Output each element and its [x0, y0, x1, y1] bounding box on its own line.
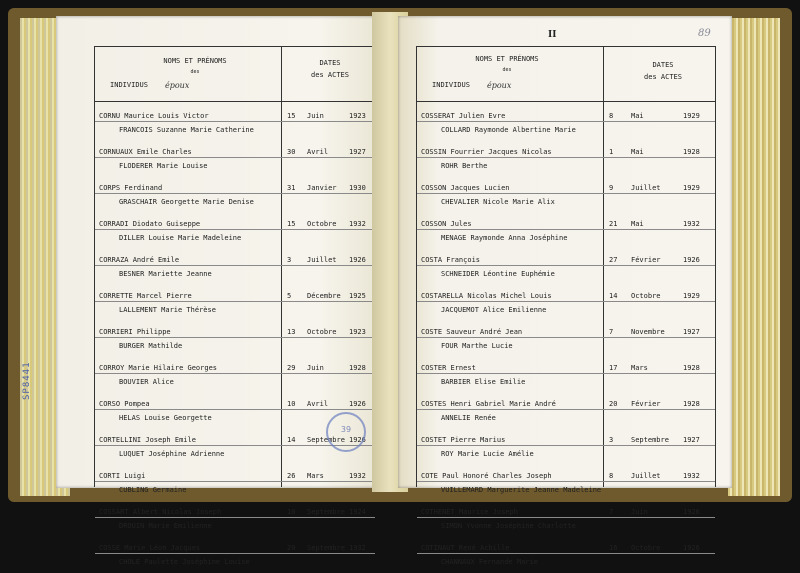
- left-rows: [95, 105, 375, 573]
- wife-name: LALLEMENT Marie Thérèse: [119, 306, 216, 314]
- act-day: 3: [609, 436, 614, 444]
- names-header: NOMS ET PRÉNOMS: [163, 57, 227, 65]
- act-day: 8: [609, 472, 614, 480]
- act-year: 1926: [683, 256, 700, 264]
- act-year: 1927: [683, 328, 700, 336]
- wife-name: DILLER Louise Marie Madeleine: [119, 234, 242, 242]
- act-year: 1929: [683, 112, 700, 120]
- register-entry: [417, 501, 715, 537]
- dates-header: DATES: [319, 59, 341, 67]
- entry-rule: [95, 121, 375, 122]
- archive-call-number: SP8441: [22, 361, 32, 400]
- names-header: NOMS ET PRÉNOMS: [475, 55, 539, 63]
- husband-name: COSTET Pierre Marius: [421, 436, 506, 444]
- entry-rule: [95, 481, 375, 482]
- act-day: 3: [287, 256, 292, 264]
- act-day: 13: [287, 328, 296, 336]
- act-year: 1923: [349, 328, 366, 336]
- wife-name: COLLARD Raymonde Albertine Marie: [441, 126, 576, 134]
- entry-rule: [95, 229, 375, 230]
- entry-rule: [417, 373, 715, 374]
- act-month: Septembre: [307, 436, 345, 444]
- act-year: 1928: [349, 364, 366, 372]
- act-day: 20: [287, 544, 296, 552]
- act-month: Décembre: [307, 292, 341, 300]
- names-header-des: des: [190, 69, 200, 75]
- register-entry: [417, 393, 715, 429]
- act-month: Novembre: [631, 328, 665, 336]
- wife-name: BARBIER Elise Emilie: [441, 378, 526, 386]
- act-day: 17: [609, 364, 618, 372]
- act-year: 1928: [683, 364, 700, 372]
- act-day: 7: [609, 508, 614, 516]
- register-entry: [417, 105, 715, 141]
- entry-rule: [95, 265, 375, 266]
- entry-rule: [417, 193, 715, 194]
- act-day: 10: [287, 508, 296, 516]
- entry-rule: [417, 265, 715, 266]
- act-month: Janvier: [307, 184, 337, 192]
- act-year: 1932: [683, 220, 700, 228]
- entry-rule: [95, 157, 375, 158]
- act-day: 30: [287, 148, 296, 156]
- act-year: 1932: [683, 472, 700, 480]
- husband-name: COSTARELLA Nicolas Michel Louis: [421, 292, 552, 300]
- wife-name: ROY Marie Lucie Amélie: [441, 450, 534, 458]
- entry-rule: [417, 553, 715, 554]
- register-entry: [95, 249, 375, 285]
- entry-rule: [417, 337, 715, 338]
- wife-name: FLODERER Marie Louise: [119, 162, 208, 170]
- act-month: Juin: [307, 112, 324, 120]
- husband-name: COSSIN Fourrier Jacques Nicolas: [421, 148, 552, 156]
- husband-name: COSSON Jules: [421, 220, 472, 228]
- entry-rule: [95, 301, 375, 302]
- husband-name: CORPS Ferdinand: [99, 184, 163, 192]
- left-table-header: [95, 47, 375, 102]
- wife-name: LUQUET Joséphine Adrienne: [119, 450, 225, 458]
- register-entry: [417, 249, 715, 285]
- husband-name: COTHENET Maurice Joseph: [421, 508, 518, 516]
- act-month: Mars: [307, 472, 324, 480]
- act-year: 1926: [349, 436, 366, 444]
- actes-header: des ACTES: [644, 73, 682, 81]
- husband-name: COSSART Albert Nicolas Joseph: [99, 508, 222, 516]
- stamp-number: 39: [340, 425, 352, 434]
- epoux-header: époux: [487, 81, 512, 90]
- register-entry: [95, 465, 375, 501]
- act-month: Mai: [631, 220, 644, 228]
- act-month: Février: [631, 256, 661, 264]
- act-month: Avril: [307, 400, 329, 408]
- actes-header: des ACTES: [311, 71, 349, 79]
- act-day: 15: [287, 220, 296, 228]
- right-page: [398, 16, 732, 566]
- right-page-edges: [728, 18, 780, 496]
- register-entry: [417, 537, 715, 573]
- act-day: 21: [609, 220, 618, 228]
- act-month: Septembre: [631, 436, 669, 444]
- act-year: 1926: [683, 508, 700, 516]
- husband-name: CORSO Pompea: [99, 400, 150, 408]
- act-year: 1932: [349, 220, 366, 228]
- act-year: 1923: [349, 112, 366, 120]
- register-entry: [95, 501, 375, 537]
- register-entry: [95, 321, 375, 357]
- act-year: 1924: [349, 508, 366, 516]
- husband-name: CORRAZA André Emile: [99, 256, 180, 264]
- husband-name: COSTES Henri Gabriel Marie André: [421, 400, 556, 408]
- act-month: Mai: [631, 112, 644, 120]
- act-year: 1927: [349, 148, 366, 156]
- wife-name: SIMON Yvonne Joséphine Charlotte: [441, 522, 576, 530]
- act-day: 29: [287, 364, 296, 372]
- register-entry: [417, 213, 715, 249]
- act-day: 26: [287, 472, 296, 480]
- entry-rule: [417, 481, 715, 482]
- husband-name: COTINAUT René Achille: [421, 544, 510, 552]
- wife-name: GRASCHAIR Georgette Marie Denise: [119, 198, 254, 206]
- husband-name: CORNUAUX Emile Charles: [99, 148, 192, 156]
- husband-name: COSTER Ernest: [421, 364, 476, 372]
- epoux-header: époux: [165, 81, 190, 90]
- husband-name: CORNU Maurice Louis Victor: [99, 112, 209, 120]
- act-month: Juin: [307, 364, 324, 372]
- act-month: Septembre: [307, 544, 345, 552]
- register-entry: [95, 105, 375, 141]
- wife-name: DROUIN Marie Emilienne: [119, 522, 212, 530]
- register-entry: [417, 465, 715, 501]
- act-day: 1: [609, 148, 614, 156]
- act-month: Juin: [631, 508, 648, 516]
- act-day: 14: [287, 436, 296, 444]
- wife-name: FOUR Marthe Lucie: [441, 342, 513, 350]
- act-year: 1930: [349, 184, 366, 192]
- entry-rule: [417, 157, 715, 158]
- individus-header: INDIVIDUS: [110, 81, 148, 89]
- husband-name: COSSERAT Julien Evre: [421, 112, 506, 120]
- entry-rule: [417, 121, 715, 122]
- act-day: 7: [609, 328, 614, 336]
- right-table-header: [417, 47, 715, 102]
- act-month: Juillet: [307, 256, 337, 264]
- act-month: Juillet: [631, 472, 661, 480]
- entry-rule: [95, 553, 375, 554]
- husband-name: COSTE Sauveur André Jean: [421, 328, 523, 336]
- wife-name: ROHR Berthe: [441, 162, 488, 170]
- entry-rule: [417, 301, 715, 302]
- right-register-table: [416, 46, 716, 566]
- act-month: Mai: [631, 148, 644, 156]
- act-day: 14: [609, 292, 618, 300]
- act-day: 5: [287, 292, 292, 300]
- husband-name: COSSE Marie Léon Jacques: [99, 544, 201, 552]
- husband-name: COTE Paul Honoré Charles Joseph: [421, 472, 552, 480]
- act-year: 1929: [683, 184, 700, 192]
- act-month: Juillet: [631, 184, 661, 192]
- names-header-des: des: [502, 67, 512, 73]
- wife-name: CHANNAUX Fernande Marie: [441, 558, 538, 566]
- page-number: II: [548, 30, 557, 40]
- act-day: 31: [287, 184, 296, 192]
- entry-rule: [417, 445, 715, 446]
- act-month: Octobre: [307, 328, 337, 336]
- act-day: 10: [287, 400, 296, 408]
- wife-name: BURGER Mathilde: [119, 342, 183, 350]
- act-day: 27: [609, 256, 618, 264]
- register-entry: [417, 429, 715, 465]
- wife-name: CUBLING Germaine: [119, 486, 187, 494]
- register-entry: [95, 537, 375, 573]
- husband-name: CORRADI Diodato Guiseppe: [99, 220, 201, 228]
- dates-header: DATES: [652, 61, 674, 69]
- act-month: Septembre: [307, 508, 345, 516]
- register-entry: [95, 177, 375, 213]
- archive-stamp: [326, 412, 366, 452]
- act-year: 1929: [683, 292, 700, 300]
- act-year: 1926: [349, 256, 366, 264]
- act-day: 8: [609, 112, 614, 120]
- register-entry: [95, 357, 375, 393]
- register-entry: [417, 177, 715, 213]
- wife-name: CHOLE Paulette Joséphine Louise: [119, 558, 250, 566]
- husband-name: COSTA François: [421, 256, 481, 264]
- wife-name: JACQUEMOT Alice Emilienne: [441, 306, 547, 314]
- act-year: 1926: [349, 400, 366, 408]
- register-entry: [417, 141, 715, 177]
- act-month: Octobre: [631, 544, 661, 552]
- entry-rule: [417, 409, 715, 410]
- wife-name: CHEVALIER Nicole Marie Alix: [441, 198, 555, 206]
- wife-name: SCHNEIDER Léontine Euphémie: [441, 270, 555, 278]
- act-day: 15: [287, 112, 296, 120]
- entry-rule: [95, 337, 375, 338]
- entry-rule: [417, 517, 715, 518]
- individus-header: INDIVIDUS: [432, 81, 470, 89]
- wife-name: MENAGE Raymonde Anna Joséphine: [441, 234, 568, 242]
- act-day: 16: [609, 544, 618, 552]
- entry-rule: [95, 517, 375, 518]
- register-entry: [417, 321, 715, 357]
- act-month: Mars: [631, 364, 648, 372]
- husband-name: CORRIERI Philippe: [99, 328, 171, 336]
- wife-name: BESNER Mariette Jeanne: [119, 270, 212, 278]
- wife-name: HELAS Louise Georgette: [119, 414, 212, 422]
- register-entry: [95, 141, 375, 177]
- act-year: 1932: [349, 472, 366, 480]
- act-day: 20: [609, 400, 618, 408]
- act-year: 1928: [683, 400, 700, 408]
- wife-name: VUILLEMARD Marguerite Jeanne Madeleine: [441, 486, 602, 494]
- act-month: Octobre: [631, 292, 661, 300]
- register-entry: [417, 357, 715, 393]
- pencil-folio-note: 89: [698, 28, 711, 39]
- act-year: 1932: [349, 544, 366, 552]
- act-year: 1927: [683, 436, 700, 444]
- register-entry: [417, 285, 715, 321]
- act-day: 9: [609, 184, 614, 192]
- act-month: Octobre: [307, 220, 337, 228]
- act-year: 1926: [683, 544, 700, 552]
- register-entry: [95, 285, 375, 321]
- husband-name: CORTI Luigi: [99, 472, 146, 480]
- entry-rule: [95, 193, 375, 194]
- entry-rule: [417, 229, 715, 230]
- wife-name: ANNELIE Renée: [441, 414, 496, 422]
- husband-name: COSSON Jacques Lucien: [421, 184, 510, 192]
- act-year: 1928: [683, 148, 700, 156]
- wife-name: FRANCOIS Suzanne Marie Catherine: [119, 126, 254, 134]
- entry-rule: [95, 373, 375, 374]
- register-entry: [95, 213, 375, 249]
- husband-name: CORROY Marie Hilaire Georges: [99, 364, 218, 372]
- right-rows: [417, 105, 715, 573]
- entry-rule: [95, 409, 375, 410]
- wife-name: BOUVIER Alice: [119, 378, 174, 386]
- act-year: 1925: [349, 292, 366, 300]
- husband-name: CORRETTE Marcel Pierre: [99, 292, 192, 300]
- husband-name: CORTELLINI Joseph Emile: [99, 436, 196, 444]
- act-month: Février: [631, 400, 661, 408]
- act-month: Avril: [307, 148, 329, 156]
